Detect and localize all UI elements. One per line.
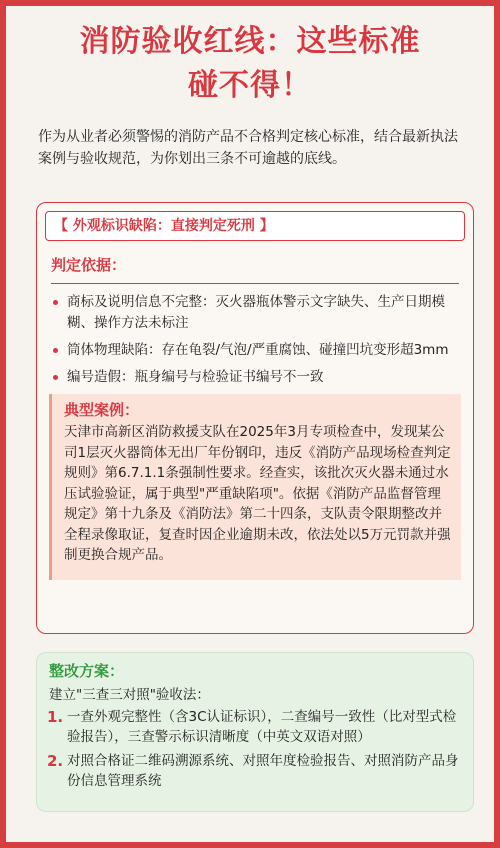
case-title: 典型案例：	[64, 401, 140, 419]
rectification-item-text: 一查外观完整性（含3C认证标识），二查编号一致性（比对型式检验报告），三查警示标识清晰度（中英文双语对照）	[67, 709, 457, 745]
basis-list	[37, 292, 473, 388]
page-title	[22, 20, 478, 108]
list-item	[47, 707, 459, 747]
rectification-intro: 建立"三查三对照"验收法：	[49, 687, 210, 703]
title-line-2: 碰不得！	[188, 68, 312, 103]
intro-paragraph: 作为从业者必须警惕的消防产品不合格判定核心标准，结合最新执法案例与验收规范，为你划出三条不可逾越的底线。	[38, 129, 458, 167]
list-item	[67, 340, 455, 361]
case-box	[49, 394, 461, 580]
section-banner: 【 外观标识缺陷：直接判定死刑 】	[45, 211, 465, 241]
rectification-item-text: 对照合格证二维码溯源系统、对照年度检验报告、对照消防产品身份信息管理系统	[67, 753, 459, 789]
basis-item-text: 筒体物理缺陷：存在龟裂/气泡/严重腐蚀、碰撞凹坑变形超3mm	[67, 342, 449, 358]
bullet-icon	[53, 375, 58, 380]
item-number: 2.	[47, 752, 64, 770]
title-line-1: 消防验收红线：这些标准	[79, 24, 421, 59]
basis-title: 判定依据：	[51, 256, 127, 274]
basis-item-text: 商标及说明信息不完整：灭火器瓶体警示文字缺失、生产日期模糊、操作方法未标注	[67, 294, 445, 331]
appearance-defect-card	[36, 202, 474, 634]
bullet-icon	[53, 300, 58, 305]
list-item	[67, 292, 455, 334]
item-number: 1.	[47, 708, 64, 726]
rectification-list	[37, 707, 473, 791]
list-item	[67, 367, 455, 388]
list-item	[47, 751, 459, 791]
case-text: 天津市高新区消防救援支队在2025年3月专项检查中，发现某公司1层灭火器筒体无出厂年份钢印，违反《消防产品现场检查判定规则》第6.7.1.1条强制性要求。经查实，该批次灭火器未通过水压试验验证，属于典型"严重缺陷项"。依据《消防产品监督管理规定》第十九条及《消防法》第二十四条，支队责令限期整改并全程录像取证，复查时因企业逾期未改，依法处以5万元罚款并强制更换合规产品。	[64, 424, 451, 563]
divider	[51, 283, 459, 284]
bullet-icon	[53, 348, 58, 353]
rectification-title: 整改方案：	[49, 662, 125, 680]
rectification-card	[36, 652, 474, 812]
basis-item-text: 编号造假：瓶身编号与检验证书编号不一致	[67, 369, 324, 385]
